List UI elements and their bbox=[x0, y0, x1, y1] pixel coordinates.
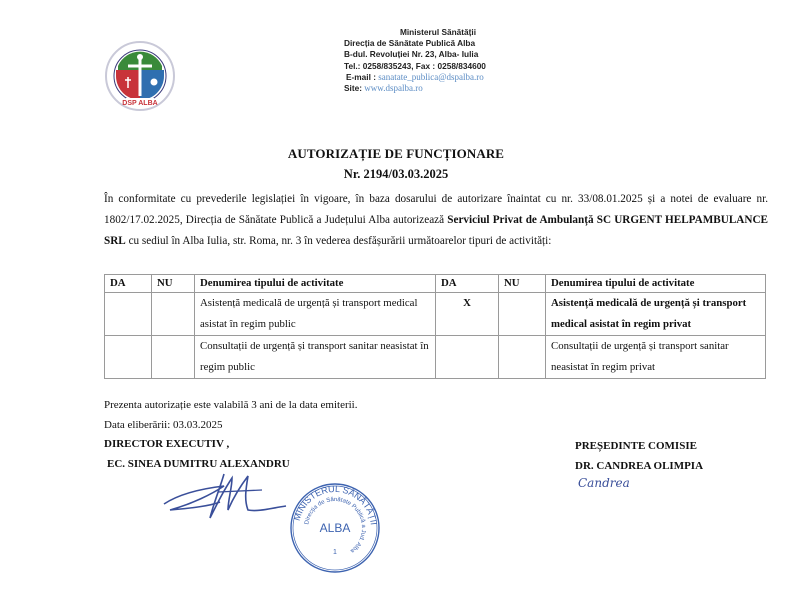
validity-note: Prezenta autorizație este valabilă 3 ani de la data emiterii. bbox=[104, 399, 358, 411]
site-label: Site: bbox=[344, 83, 365, 94]
table-row bbox=[105, 293, 766, 336]
cell-da-right bbox=[436, 336, 499, 379]
table-header-row bbox=[105, 275, 766, 293]
cell-da-left bbox=[105, 293, 152, 336]
cell-nu-right bbox=[499, 336, 546, 379]
stamp-center: ALBA bbox=[319, 521, 351, 535]
cell-activity-right: Asistență medicală de urgență și transport medical asistat în regim privat bbox=[546, 293, 766, 336]
director-name: EC. SINEA DUMITRU ALEXANDRU bbox=[107, 458, 290, 470]
dsp-alba-logo bbox=[104, 40, 176, 112]
official-stamp bbox=[289, 482, 381, 574]
directorate-name: Direcția de Sănătate Publică Alba bbox=[344, 38, 476, 49]
stamp-ring-inner: Direcția de Sănătate Publică a Jud. Alba bbox=[304, 496, 367, 554]
email-link[interactable]: sanatate_publica@dspalba.ro bbox=[378, 71, 484, 82]
phone-fax: Tel.: 0258/835243, Fax : 0258/834600 bbox=[344, 60, 486, 71]
email-label: E-mail : bbox=[346, 71, 379, 82]
president-title: PREȘEDINTE COMISIE bbox=[575, 440, 697, 452]
address: B-dul. Revoluției Nr. 23, Alba- Iulia bbox=[344, 49, 479, 60]
ministry-name: Ministerul Sănătății bbox=[399, 27, 477, 37]
paragraph-part-2: cu sediul în Alba Iulia, str. Roma, nr. 3 în vederea desfășurării următoarelor tipuri de activități: bbox=[125, 235, 552, 247]
logo-label: DSP ALBA bbox=[122, 100, 158, 107]
company-name: Serviciul Privat de Ambulanță SC URGENT HELPAMBULANCE SRL bbox=[104, 214, 768, 247]
site-line bbox=[344, 83, 544, 94]
president-name: DR. CANDREA OLIMPIA bbox=[575, 460, 704, 472]
director-signature bbox=[162, 466, 292, 526]
header-activity-left: Denumirea tipului de activitate bbox=[195, 275, 436, 293]
header-da-right: DA bbox=[436, 275, 499, 293]
director-title: DIRECTOR EXECUTIV , bbox=[104, 438, 230, 450]
header-da-left: DA bbox=[105, 275, 152, 293]
president-signature bbox=[576, 474, 656, 492]
cell-nu-right bbox=[499, 293, 546, 336]
header-nu-right: NU bbox=[499, 275, 546, 293]
paragraph-part-1: În conformitate cu prevederile legislației în vigoare, în baza dosarului de autorizare înaintat cu nr. 33/08.01.2025 și a notei de evaluare nr. 1802/17.02.2025, Direcția de Sănătate Publică a Județului Alba autorizează bbox=[104, 193, 768, 226]
cell-activity-left: Consultații de urgență și transport sanitar neasistat în regim public bbox=[195, 336, 436, 379]
authorization-paragraph bbox=[104, 189, 768, 252]
document-title: AUTORIZAȚIE DE FUNCȚIONARE bbox=[287, 146, 505, 161]
cell-da-right: X bbox=[436, 293, 499, 336]
table-row bbox=[105, 336, 766, 379]
email-line bbox=[344, 72, 544, 83]
activities-table bbox=[104, 274, 766, 379]
president-signature-text: Candrea bbox=[578, 476, 630, 490]
stamp-ring-top: MINISTERUL SĂNĂTĂȚII bbox=[291, 483, 379, 526]
cell-activity-right: Consultații de urgență și transport sanitar neasistat în regim privat bbox=[546, 336, 766, 379]
cell-da-left bbox=[105, 336, 152, 379]
cell-activity-left: Asistență medicală de urgență și transport medical asistat în regim public bbox=[195, 293, 436, 336]
document-number: Nr. 2194/03.03.2025 bbox=[343, 167, 449, 181]
cell-nu-left bbox=[152, 336, 195, 379]
stamp-number: 1 bbox=[333, 549, 337, 556]
svg-text:MINISTERUL SĂNĂTĂȚII bbox=[292, 484, 379, 526]
institution-header bbox=[344, 27, 544, 94]
issue-date: Data eliberării: 03.03.2025 bbox=[104, 419, 223, 431]
cell-nu-left bbox=[152, 293, 195, 336]
header-activity-right: Denumirea tipului de activitate bbox=[546, 275, 766, 293]
site-link[interactable]: www.dspalba.ro bbox=[364, 83, 423, 94]
header-nu-left: NU bbox=[152, 275, 195, 293]
